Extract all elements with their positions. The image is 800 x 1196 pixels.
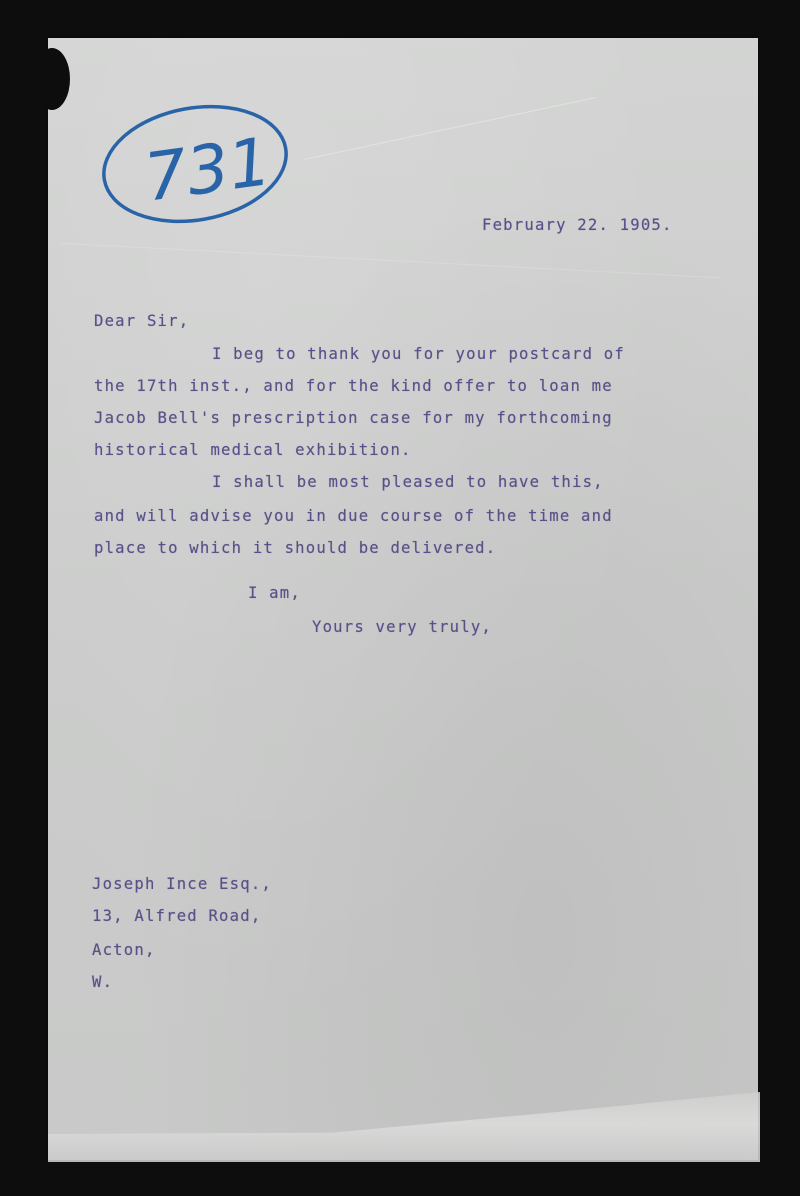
body-line: and will advise you in due course of the time and [94,507,613,525]
address-line: Acton, [92,941,156,959]
body-line: I shall be most pleased to have this, [212,473,604,491]
body-line: I beg to thank you for your postcard of [212,345,625,363]
body-line: Jacob Bell's prescription case for my forthcoming [94,409,613,427]
address-line: 13, Alfred Road, [92,907,262,925]
body-line: historical medical exhibition. [94,441,412,459]
address-line: Joseph Ince Esq., [92,875,272,893]
body-line: the 17th inst., and for the kind offer to loan me [94,377,613,395]
body-line: place to which it should be delivered. [94,539,497,557]
closing-yours-truly: Yours very truly, [312,618,492,636]
closing-i-am: I am, [248,584,301,602]
paper-notch [34,48,70,110]
letter-date: February 22. 1905. [482,216,673,234]
salutation: Dear Sir, [94,312,190,330]
address-line: W. [92,973,114,991]
handwritten-number-stamp [100,96,290,232]
stamp-number: 731 [140,122,276,217]
